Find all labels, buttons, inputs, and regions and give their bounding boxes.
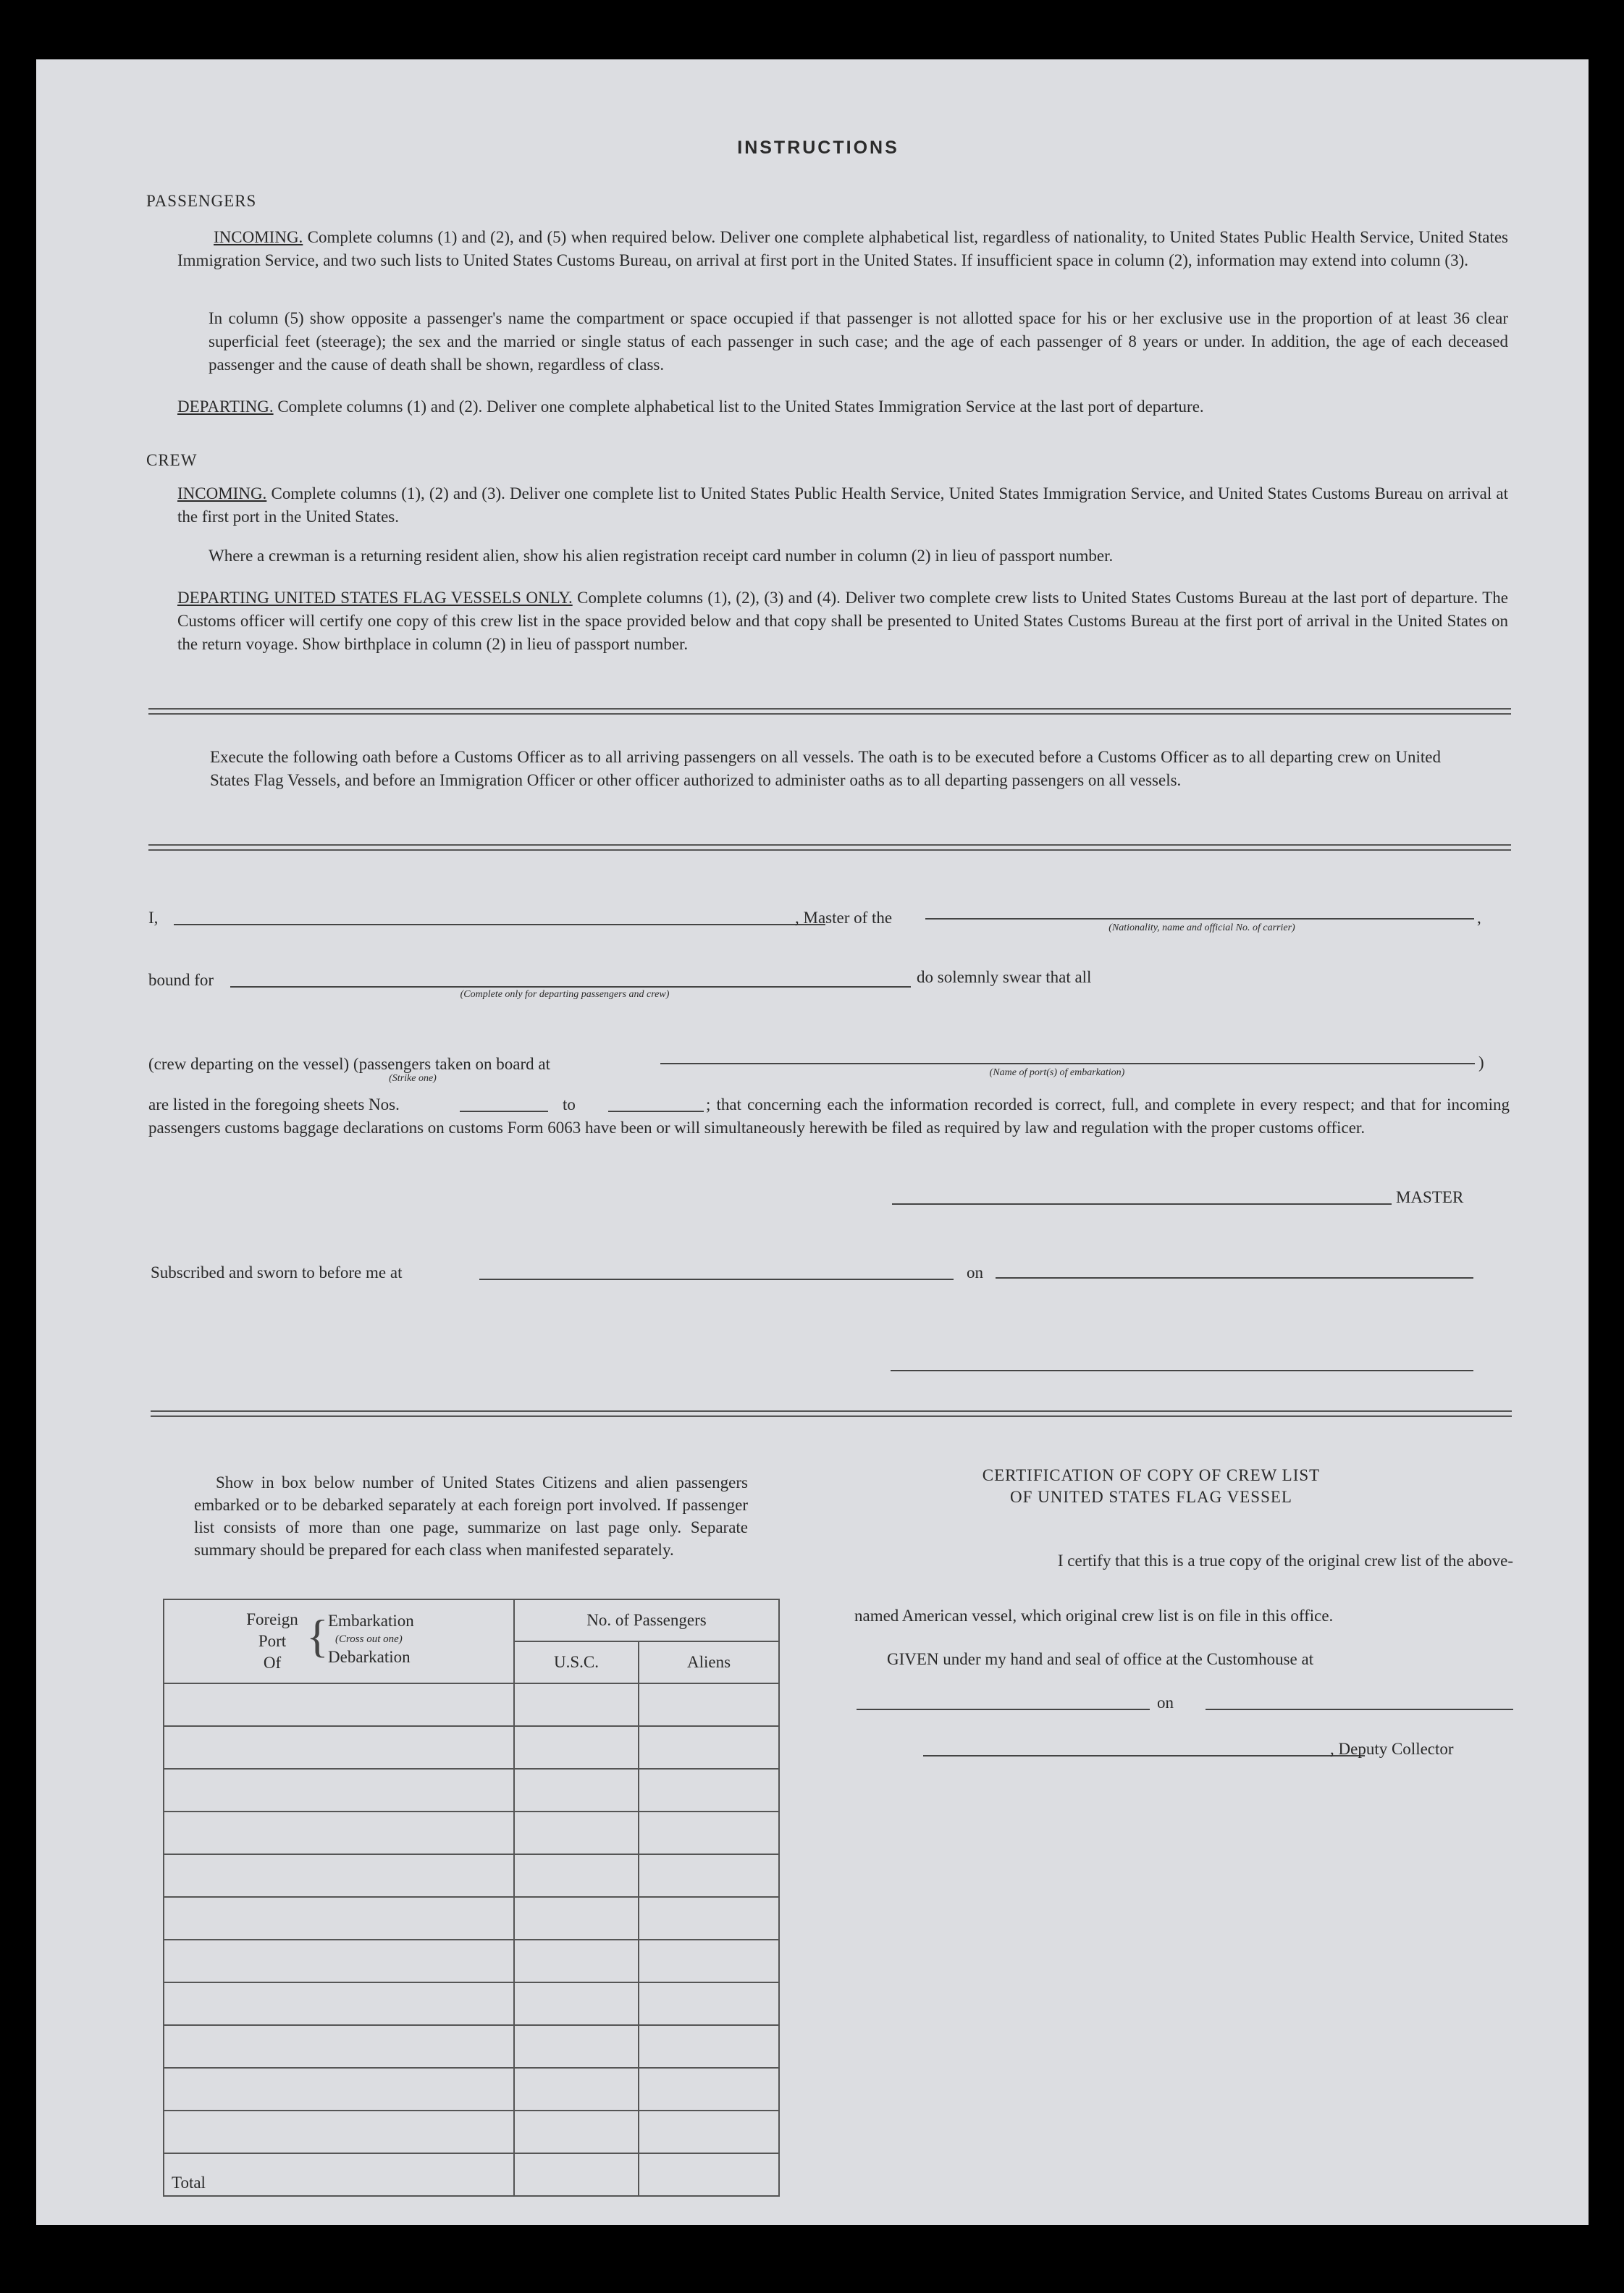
aliens-cell[interactable] (639, 1854, 779, 1897)
aliens-cell[interactable] (639, 1769, 779, 1812)
bound-for-label: bound for (148, 971, 214, 989)
swear-text: do solemnly swear that all (917, 968, 1092, 986)
aliens-cell[interactable] (639, 1897, 779, 1940)
summary-instruction: Show in box below number of United States Citizens and alien passengers embarked or to be debarked separately at each foreign port involved. If passenger list consists of more than one page, summarize on last page only. Separate summary should be prepared for each class when manifested separately. (194, 1473, 748, 1559)
given-line: GIVEN under my hand and seal of office at the Customhouse at (887, 1650, 1314, 1668)
passengers-column5-paragraph: In column (5) show opposite a passenger's name the compartment or space occupied if that passenger is not allotted space for his or her exclusive use in the proportion of at least 36 clear superficial feet (steerage); the sex and the married or single status of each passenger in such case; and the age of each passenger of 8 years or under. In addition, the age of each deceased passenger and the cause of death shall be shown, regardless of class. (209, 309, 1508, 374)
aliens-cell[interactable] (639, 1683, 779, 1726)
table-row (164, 1812, 779, 1854)
passenger-summary-table (163, 1599, 780, 2197)
crew-departing-label: DEPARTING UNITED STATES FLAG VESSELS ONLY. (177, 589, 573, 607)
table-row (164, 1940, 779, 1982)
total-row (164, 2153, 779, 2196)
brace-icon: { (306, 1610, 329, 1662)
aliens-cell[interactable] (639, 2111, 779, 2153)
port-cell[interactable] (164, 1897, 514, 1940)
port-label: Port (258, 1632, 287, 1650)
cross-out-label: (Cross out one) (335, 1633, 403, 1645)
table-row (164, 2068, 779, 2111)
crew-incoming-label: INCOMING. (177, 484, 267, 502)
port-cell[interactable] (164, 1812, 514, 1854)
master-label: MASTER (1396, 1188, 1464, 1206)
certification-on-label: on (1157, 1694, 1174, 1712)
bound-for-caption: (Complete only for departing passengers and crew) (460, 989, 670, 1000)
carrier-comma: , (1477, 909, 1481, 927)
usc-cell[interactable] (514, 2068, 639, 2111)
crew-resident-paragraph: Where a crewman is a returning resident alien, show his alien registration receipt card number in column (2) in lieu of passport number. (209, 547, 1114, 565)
passengers-incoming-label: INCOMING. (214, 228, 303, 246)
certification-title-1: CERTIFICATION OF COPY OF CREW LIST (982, 1466, 1321, 1484)
table-row (164, 1854, 779, 1897)
certification-title-2: OF UNITED STATES FLAG VESSEL (1010, 1488, 1292, 1506)
foreign-port-header (164, 1599, 514, 1683)
table-row (164, 2111, 779, 2153)
port-cell[interactable] (164, 1683, 514, 1726)
table-header-row (164, 1599, 779, 1641)
usc-header: U.S.C. (514, 1641, 639, 1683)
usc-cell[interactable] (514, 2025, 639, 2068)
usc-cell[interactable] (514, 1769, 639, 1812)
usc-cell[interactable] (514, 1726, 639, 1769)
bound-for-field[interactable] (230, 986, 911, 988)
port-cell[interactable] (164, 2111, 514, 2153)
usc-cell[interactable] (514, 1940, 639, 1982)
usc-cell[interactable] (514, 1897, 639, 1940)
master-name-field[interactable] (174, 924, 825, 925)
certify-line-1: I certify that this is a true copy of the original crew list of the above- (1057, 1552, 1513, 1570)
instructions-title: INSTRUCTIONS (737, 138, 899, 158)
certify-line-2: named American vessel, which original crew list is on file in this office. (854, 1607, 1334, 1625)
usc-cell[interactable] (514, 1812, 639, 1854)
sheet-to-field[interactable] (608, 1111, 704, 1112)
no-of-passengers-header: No. of Passengers (514, 1599, 779, 1641)
total-aliens-cell[interactable] (639, 2153, 779, 2196)
passengers-departing-label: DEPARTING. (177, 397, 274, 416)
master-of-label: , Master of the (795, 909, 893, 927)
table-row (164, 1726, 779, 1769)
port-cell[interactable] (164, 1854, 514, 1897)
oath-instruction: Execute the following oath before a Customs Officer as to all arriving passengers on all vessels. The oath is to be executed before a Customs Officer as to all departing crew on United States Flag Vessels, and before an Immigration Officer or other officer authorized to administer oaths as to all departing passengers on all vessels. (210, 748, 1441, 789)
divider (148, 844, 1511, 851)
customhouse-field[interactable] (857, 1709, 1150, 1710)
passengers-incoming-text: Complete columns (1) and (2), and (5) when required below. Deliver one complete alphabetical list, regardless of nationality, to United States Public Health Service, United States Immigration Service, and two such lists to United States Customs Bureau, on arrival at first port in the United States. If insufficient space in column (2), information may extend into column (3). (177, 228, 1508, 269)
deputy-collector-signature-field[interactable] (923, 1755, 1365, 1756)
carrier-field[interactable] (925, 918, 1474, 920)
port-cell[interactable] (164, 2025, 514, 2068)
certification-date-field[interactable] (1206, 1709, 1513, 1710)
embarkation-port-field[interactable] (660, 1063, 1475, 1064)
strike-caption: (Strike one) (389, 1073, 437, 1084)
subscribed-place-field[interactable] (479, 1279, 954, 1280)
table-row (164, 2025, 779, 2068)
of-label: Of (263, 1654, 282, 1672)
port-caption: (Name of port(s) of embarkation) (989, 1067, 1125, 1078)
officer-signature-field[interactable] (891, 1370, 1473, 1371)
aliens-cell[interactable] (639, 1812, 779, 1854)
table-row (164, 1683, 779, 1726)
aliens-cell[interactable] (639, 1982, 779, 2025)
total-label: Total (164, 2153, 514, 2196)
crew-incoming-text: Complete columns (1), (2) and (3). Deliver one complete list to United States Public Health Service, United States Immigration Service, and United States Customs Bureau on arrival at the first port in the United States. (177, 484, 1508, 526)
aliens-cell[interactable] (639, 2025, 779, 2068)
crew-departing-text: Complete columns (1), (2), (3) and (4). Deliver two complete crew lists to United States Customs Bureau at the last port of departure. The Customs officer will certify one copy of this crew list in the space provided below and that copy shall be presented to United States Customs Bureau at the first port of arrival in the United States on the return voyage. Show birthplace in column (2) in lieu of passport number. (177, 589, 1509, 653)
aliens-cell[interactable] (639, 1726, 779, 1769)
passengers-departing-text: Complete columns (1) and (2). Deliver one complete alphabetical list to the United States Immigration Service at the last port of departure. (277, 397, 1204, 416)
port-cell[interactable] (164, 1769, 514, 1812)
carrier-caption: (Nationality, name and official No. of carrier) (1108, 922, 1295, 933)
port-cell[interactable] (164, 2068, 514, 2111)
subscribed-date-field[interactable] (996, 1277, 1473, 1279)
oath-i-label: I, (148, 909, 159, 927)
port-cell[interactable] (164, 1940, 514, 1982)
crew-incoming-paragraph (177, 482, 1508, 529)
oath-listed-paragraph: ; that concerning each the information recorded is correct, full, and complete in every respect; and that for incoming passengers customs baggage declarations on customs Form 6063 have been or will simultaneously herewith be filed as required by law and regulation with the proper customs officer. (148, 1095, 1510, 1137)
passengers-departing-paragraph (177, 395, 1524, 418)
total-usc-cell[interactable] (514, 2153, 639, 2196)
crew-departing-text: (crew departing on the vessel) (passengers taken on board at (148, 1055, 550, 1073)
subscribed-label: Subscribed and sworn to before me at (151, 1263, 403, 1282)
form-page (36, 59, 1589, 2225)
port-cell[interactable] (164, 1982, 514, 2025)
close-paren: ) (1478, 1053, 1484, 1072)
passengers-heading: PASSENGERS (146, 192, 257, 210)
foreign-label: Foreign (246, 1610, 298, 1628)
table-row (164, 1982, 779, 2025)
usc-cell[interactable] (514, 1982, 639, 2025)
passengers-incoming-paragraph (177, 226, 1508, 272)
sheet-from-field[interactable] (460, 1111, 548, 1112)
aliens-cell[interactable] (639, 2068, 779, 2111)
table-row (164, 1769, 779, 1812)
usc-cell[interactable] (514, 1854, 639, 1897)
deputy-collector-label: , Deputy Collector (1330, 1740, 1454, 1758)
crew-departing-paragraph (177, 586, 1508, 656)
subscribed-on-label: on (967, 1263, 983, 1282)
master-signature-field[interactable] (892, 1203, 1392, 1205)
usc-cell[interactable] (514, 1683, 639, 1726)
usc-cell[interactable] (514, 2111, 639, 2153)
aliens-header: Aliens (639, 1641, 779, 1683)
divider (148, 708, 1511, 715)
divider (151, 1410, 1512, 1417)
sheets-label: are listed in the foregoing sheets Nos. (148, 1095, 400, 1114)
debarkation-label: Debarkation (328, 1648, 411, 1666)
table-row (164, 1897, 779, 1940)
sheets-to-label: to (563, 1095, 576, 1114)
aliens-cell[interactable] (639, 1940, 779, 1982)
port-cell[interactable] (164, 1726, 514, 1769)
embarkation-label: Embarkation (328, 1612, 414, 1630)
crew-heading: CREW (146, 451, 198, 469)
